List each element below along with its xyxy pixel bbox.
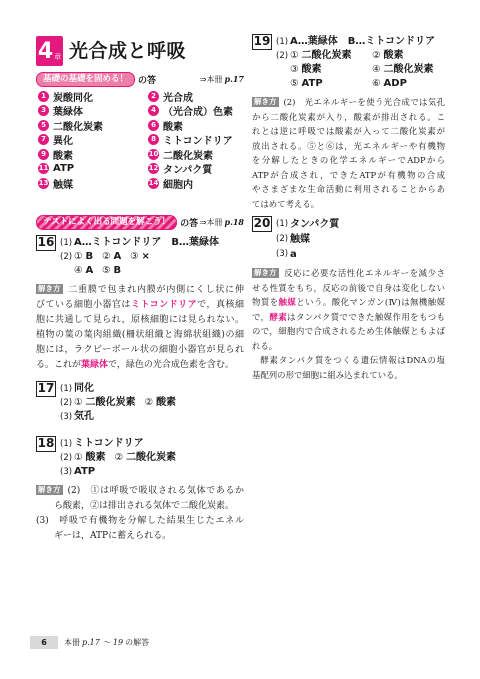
- basics-answer-item: [148, 147, 246, 162]
- explanation-text: 基配列の形で細胞に組み込まれている。: [252, 369, 403, 380]
- explanation-text: (2) 光エネルギーを使う光合成では気孔: [283, 97, 445, 107]
- basics-answer-item: [148, 176, 246, 191]
- answer-row: [60, 396, 244, 410]
- question-header: [36, 382, 244, 424]
- choice-mark: ⑥: [372, 78, 381, 89]
- explanation-line: [36, 343, 244, 358]
- answer-row: [276, 49, 445, 91]
- choice-mark: ①: [74, 396, 83, 408]
- question-17: [36, 382, 244, 424]
- answer-number-badge: 2: [148, 91, 159, 102]
- question-20: [252, 217, 445, 382]
- explanation-text: という。酸化マンガン(Ⅳ)は無機触媒: [296, 297, 446, 307]
- choice-answer: ADP: [383, 78, 407, 89]
- explanation-text: で，緑色の光合成色素を含む。: [108, 359, 234, 370]
- answer-choice-group: [74, 250, 158, 278]
- explanation-line: [252, 197, 445, 212]
- answer-suffix: の答: [138, 76, 157, 86]
- basics-section-header: [36, 72, 244, 87]
- explanation-line: [252, 182, 445, 197]
- explanation-text: てはめて考える。: [252, 198, 319, 209]
- sub-question-number: (3): [60, 411, 73, 422]
- question-number: 18: [37, 435, 55, 450]
- choice-answer: 二酸化炭素: [85, 396, 136, 408]
- answer-number-badge: 11: [38, 164, 49, 173]
- answer-text: 炭酸同化: [53, 92, 93, 104]
- explanation: [36, 484, 244, 544]
- choice-answer: ATP: [301, 78, 323, 89]
- answer-choice: [74, 451, 106, 465]
- sub-question-number: (2): [60, 397, 73, 408]
- basics-answer-item: [148, 162, 246, 177]
- answer-text: a: [290, 249, 297, 260]
- answer-text: 二酸化炭素: [53, 121, 103, 133]
- explanation-line: [252, 266, 445, 281]
- answer-text: 酸素: [53, 150, 73, 162]
- explanation-line: [252, 95, 445, 110]
- basics-answer-item: [38, 176, 148, 191]
- choice-answer: A: [85, 264, 94, 276]
- explanation-line: [252, 353, 445, 368]
- answer-choice: [290, 77, 372, 91]
- explanation-text: はタンパク質でできた触媒作用をもつも: [287, 311, 445, 322]
- answer-number-badge: 1: [38, 91, 49, 102]
- answer-number-badge: 8: [148, 134, 159, 145]
- answer-text: 同化: [74, 382, 94, 394]
- choice-mark: ②: [372, 50, 381, 61]
- choice-mark: ③: [290, 64, 299, 75]
- chapter-title: 光合成と呼吸: [69, 40, 187, 62]
- answer-number-badge: 9: [38, 149, 49, 160]
- chapter-suffix: 章: [54, 53, 62, 61]
- explanation-line: [36, 298, 244, 313]
- answer-choice: [290, 49, 372, 63]
- answer-text: タンパク質: [290, 219, 340, 230]
- explanation-label: 解き方: [38, 484, 61, 494]
- question-header: [252, 217, 445, 262]
- explanation-text: で，真核細: [197, 299, 244, 310]
- answer-number-badge: 12: [148, 164, 159, 173]
- basics-answer-item: [148, 118, 246, 133]
- answer-text: ATP: [53, 163, 75, 175]
- explanation: [36, 283, 244, 373]
- explanation-text: 胞に共通して見られ，原核細胞には見られない。: [36, 314, 244, 325]
- left-column: [36, 36, 244, 544]
- explanation-label: 解き方: [38, 283, 61, 293]
- answer-row: [60, 465, 244, 479]
- answer-suffix: の答: [180, 218, 199, 229]
- choice-answer: 酸素: [156, 396, 177, 408]
- textbook-page-reference: [200, 217, 244, 228]
- answer-choice: [372, 49, 434, 63]
- choice-mark: ②: [114, 451, 124, 463]
- explanation-text: やさまざまな生命活動に利用されることからあ: [252, 184, 445, 194]
- question-number: 17: [37, 380, 55, 395]
- answer-number-badge: 4: [148, 105, 159, 116]
- footer-suffix: の解答: [125, 638, 150, 647]
- choice-answer: B: [85, 250, 94, 262]
- answer-choice: [74, 396, 136, 410]
- explanation-text: を分解したときの化学エネルギーでADPから: [252, 155, 445, 165]
- explanation-paragraph: [36, 283, 244, 373]
- explanation-label: 解き方: [254, 97, 277, 106]
- answer-choice: [372, 77, 434, 91]
- explanation-text: ので，細胞内で合成されるため生体触媒ともよば: [252, 326, 445, 336]
- answer-row: [276, 232, 445, 247]
- key-term: 葉緑体: [81, 359, 109, 370]
- reference-page: p.18: [224, 216, 244, 227]
- explanation-text: る。これが: [36, 359, 82, 370]
- basics-answer-item: [38, 118, 148, 133]
- answer-row: [60, 382, 244, 396]
- answer-text: 異化: [53, 136, 73, 148]
- choice-mark: ①: [290, 50, 299, 61]
- choice-answer: 二酸化炭素: [383, 64, 434, 75]
- key-term: ミトコンドリア: [131, 299, 198, 310]
- answer-row: [60, 437, 244, 451]
- answer-choice: [102, 250, 130, 264]
- explanation: [252, 95, 445, 211]
- footer-ref-pages: p.17 ～ 19: [82, 638, 124, 647]
- explanation-paragraph: [36, 514, 244, 544]
- sub-question-number: (2): [60, 251, 73, 262]
- explanation-line: [36, 328, 244, 343]
- footer-ref-label: 本冊: [64, 638, 80, 647]
- choice-answer: A: [113, 250, 122, 262]
- answer-choice: [115, 451, 177, 465]
- key-term: 触媒: [278, 297, 297, 307]
- choice-mark: ⑤: [102, 264, 111, 276]
- basics-answer-item: [38, 104, 148, 119]
- sub-question-number: (1): [60, 438, 73, 449]
- test-section-header: [36, 215, 244, 230]
- page-number: 6: [30, 636, 58, 649]
- question-19: [252, 35, 445, 211]
- explanation-line: [252, 153, 445, 168]
- explanation-text: (2) ①は呼吸で吸収される気体であるか: [67, 485, 244, 496]
- explanation-line: [36, 283, 244, 298]
- basics-answer-item: [148, 104, 246, 119]
- answer-number-badge: 14: [148, 178, 159, 187]
- answer-block: [60, 437, 244, 479]
- explanation-text: (3) 呼吸で有機物を分解した結果生じたエネル: [36, 515, 244, 526]
- answer-block: [276, 217, 445, 262]
- answer-text: A…葉緑体 B…ミトコンドリア: [290, 36, 435, 47]
- choice-mark: ④: [372, 64, 381, 75]
- choice-mark: ⑤: [290, 78, 299, 89]
- reference-label: ⇒本冊: [199, 217, 223, 227]
- choice-mark: ②: [144, 396, 154, 408]
- answer-text: 細胞内: [163, 179, 193, 191]
- explanation-text: せる性質をもち，反応の前後で自身は変化しない: [252, 282, 445, 293]
- explanation-line: [252, 324, 445, 339]
- answer-text: タンパク質: [163, 165, 213, 177]
- explanation-text: 反応に必要な活性化エネルギーを減少さ: [283, 268, 445, 278]
- basics-answer-item: [38, 89, 148, 104]
- explanation-text: れる。: [252, 340, 278, 351]
- answer-text: （光合成）色素: [163, 107, 233, 119]
- explanation: [252, 266, 445, 382]
- explanation-text: ATPが合成され，できたATPが有機物の合成: [252, 169, 445, 180]
- choice-answer: 二酸化炭素: [126, 451, 177, 463]
- answer-choice-group: [74, 396, 176, 410]
- textbook-page-reference: [200, 74, 244, 85]
- sub-question-number: (1): [60, 383, 73, 394]
- answer-row: [60, 451, 244, 465]
- sub-question-number: (2): [60, 452, 73, 463]
- explanation-label: 解き方: [254, 268, 277, 277]
- basics-answer-item: [38, 162, 148, 177]
- explanation-line: [36, 484, 244, 499]
- explanation-paragraph: [36, 484, 244, 514]
- explanation-text: 放出される。⑤と⑥は，光エネルギーや有機物: [252, 140, 445, 151]
- sub-question-number: (3): [276, 249, 289, 259]
- answer-choice: [145, 396, 177, 410]
- explanation-text: ギーは，ATPに蓄えられる。: [54, 530, 172, 541]
- answer-row: [60, 236, 244, 250]
- explanation-line: [36, 514, 244, 529]
- answer-text: 光合成: [163, 92, 193, 104]
- explanation-line: [252, 295, 445, 310]
- answer-text: 触媒: [53, 179, 73, 191]
- explanation-text: から二酸化炭素が入り，酸素が排出される。こ: [252, 111, 445, 122]
- answer-text: 気孔: [74, 410, 94, 422]
- question-header: [36, 236, 244, 278]
- answer-row: [276, 247, 445, 262]
- chapter-header: [36, 36, 244, 66]
- answer-text: 触媒: [290, 234, 310, 245]
- explanation-text: 物質を: [252, 297, 279, 307]
- explanation-line: [36, 499, 244, 514]
- choice-mark: ②: [102, 250, 111, 262]
- answer-text: A…ミトコンドリア B…葉緑体: [74, 236, 219, 248]
- answer-text: ミトコンドリア: [74, 437, 144, 449]
- explanation-paragraph: [252, 353, 445, 382]
- answer-number-badge: 3: [38, 105, 49, 116]
- explanation-line: [36, 358, 244, 373]
- choice-mark: ①: [74, 250, 83, 262]
- reference-page: p.17: [224, 74, 244, 84]
- basics-banner: 基礎の基礎を固める！: [36, 72, 135, 87]
- choice-mark: ①: [74, 451, 83, 463]
- explanation-text: で，: [252, 311, 270, 322]
- choice-answer: 酸素: [301, 64, 322, 75]
- choice-mark: ④: [74, 264, 83, 276]
- explanation-line: [252, 310, 445, 325]
- answer-number-badge: 10: [148, 149, 159, 158]
- answer-choice: [130, 250, 158, 264]
- answer-text: 葉緑体: [53, 107, 83, 119]
- choice-answer: 二酸化炭素: [301, 50, 352, 61]
- sub-question-number: (1): [276, 219, 289, 229]
- explanation-line: [252, 339, 445, 354]
- sub-question-number: (1): [276, 37, 289, 47]
- choice-answer: 酸素: [85, 451, 106, 463]
- explanation-line: [36, 529, 244, 544]
- answer-block: [60, 382, 244, 424]
- explanation-line: [252, 124, 445, 139]
- answer-choice: [102, 264, 130, 278]
- explanation-line: [252, 110, 445, 125]
- answer-text: 酸素: [163, 121, 183, 133]
- answer-choice-group: [290, 49, 434, 91]
- explanation-text: れとは逆に呼吸では酸素が入って二酸化炭素が: [252, 126, 445, 136]
- question-header: [36, 437, 244, 479]
- answer-row: [276, 217, 445, 232]
- right-column: [252, 35, 445, 382]
- answer-choice: [74, 264, 102, 278]
- explanation-line: [36, 313, 244, 328]
- answer-number-badge: 7: [38, 134, 49, 145]
- question-16: [36, 236, 244, 373]
- answer-number-badge: 6: [148, 120, 159, 131]
- choice-mark: ③: [130, 250, 139, 262]
- answer-choice-group: [74, 451, 176, 465]
- answer-row: [60, 410, 244, 424]
- explanation-text: 酵素タンパク質をつくる遺伝情報はDNAの塩: [260, 355, 445, 365]
- page-footer: [30, 636, 149, 649]
- question-number: 16: [37, 234, 55, 249]
- answer-text: ミトコンドリア: [163, 136, 233, 148]
- chapter-number: 4: [37, 39, 54, 64]
- key-term: 酵素: [269, 311, 288, 322]
- answer-choice: [372, 63, 434, 77]
- answer-block: [60, 236, 244, 278]
- sub-question-number: (3): [60, 466, 73, 477]
- sub-question-number: (1): [60, 237, 73, 248]
- chapter-badge: [36, 36, 63, 66]
- explanation-paragraph: [252, 266, 445, 353]
- choice-answer: ×: [141, 250, 150, 262]
- explanation-line: [252, 168, 445, 183]
- sub-question-number: (2): [276, 51, 289, 61]
- explanation-text: 植物の葉の葉肉組織(柵状組織と海綿状組織)の細: [36, 329, 244, 340]
- answer-text: ATP: [74, 465, 96, 477]
- question-18: [36, 437, 244, 544]
- basics-answer-item: [148, 133, 246, 148]
- answer-choice: [290, 63, 372, 77]
- question-header: [252, 35, 445, 91]
- explanation-line: [252, 281, 445, 296]
- question-number: 20: [253, 216, 271, 230]
- basics-answer-item: [148, 89, 246, 104]
- basics-answer-item: [38, 147, 148, 162]
- answer-number-badge: 13: [38, 178, 49, 187]
- explanation-line: [252, 368, 445, 383]
- question-number: 19: [253, 34, 271, 48]
- explanation-line: [252, 139, 445, 154]
- explanation-text: 胞には，ラクビーボール状の細胞小器官が見られ: [36, 344, 244, 355]
- answer-row: [276, 35, 445, 49]
- explanation-text: 二重膜で包まれ内膜が内側にくし状に伸: [67, 284, 244, 295]
- explanation-paragraph: [252, 95, 445, 211]
- answer-number-badge: 5: [38, 120, 49, 131]
- basics-answer-list: [38, 89, 244, 191]
- answer-row: [60, 250, 244, 278]
- reference-label: ⇒本冊: [199, 75, 223, 84]
- basics-answer-item: [38, 133, 148, 148]
- test-banner: テストによく出る問題を解こう！: [36, 215, 177, 230]
- choice-answer: B: [113, 264, 122, 276]
- explanation-text: びている細胞小器官は: [36, 299, 132, 310]
- explanation-text: ら酸素，②は排出される気体で二酸化炭素。: [54, 500, 235, 511]
- answer-choice: [74, 250, 102, 264]
- choice-answer: 酸素: [383, 50, 404, 61]
- answer-block: [276, 35, 445, 91]
- answer-text: 二酸化炭素: [163, 150, 213, 162]
- sub-question-number: (2): [276, 234, 289, 244]
